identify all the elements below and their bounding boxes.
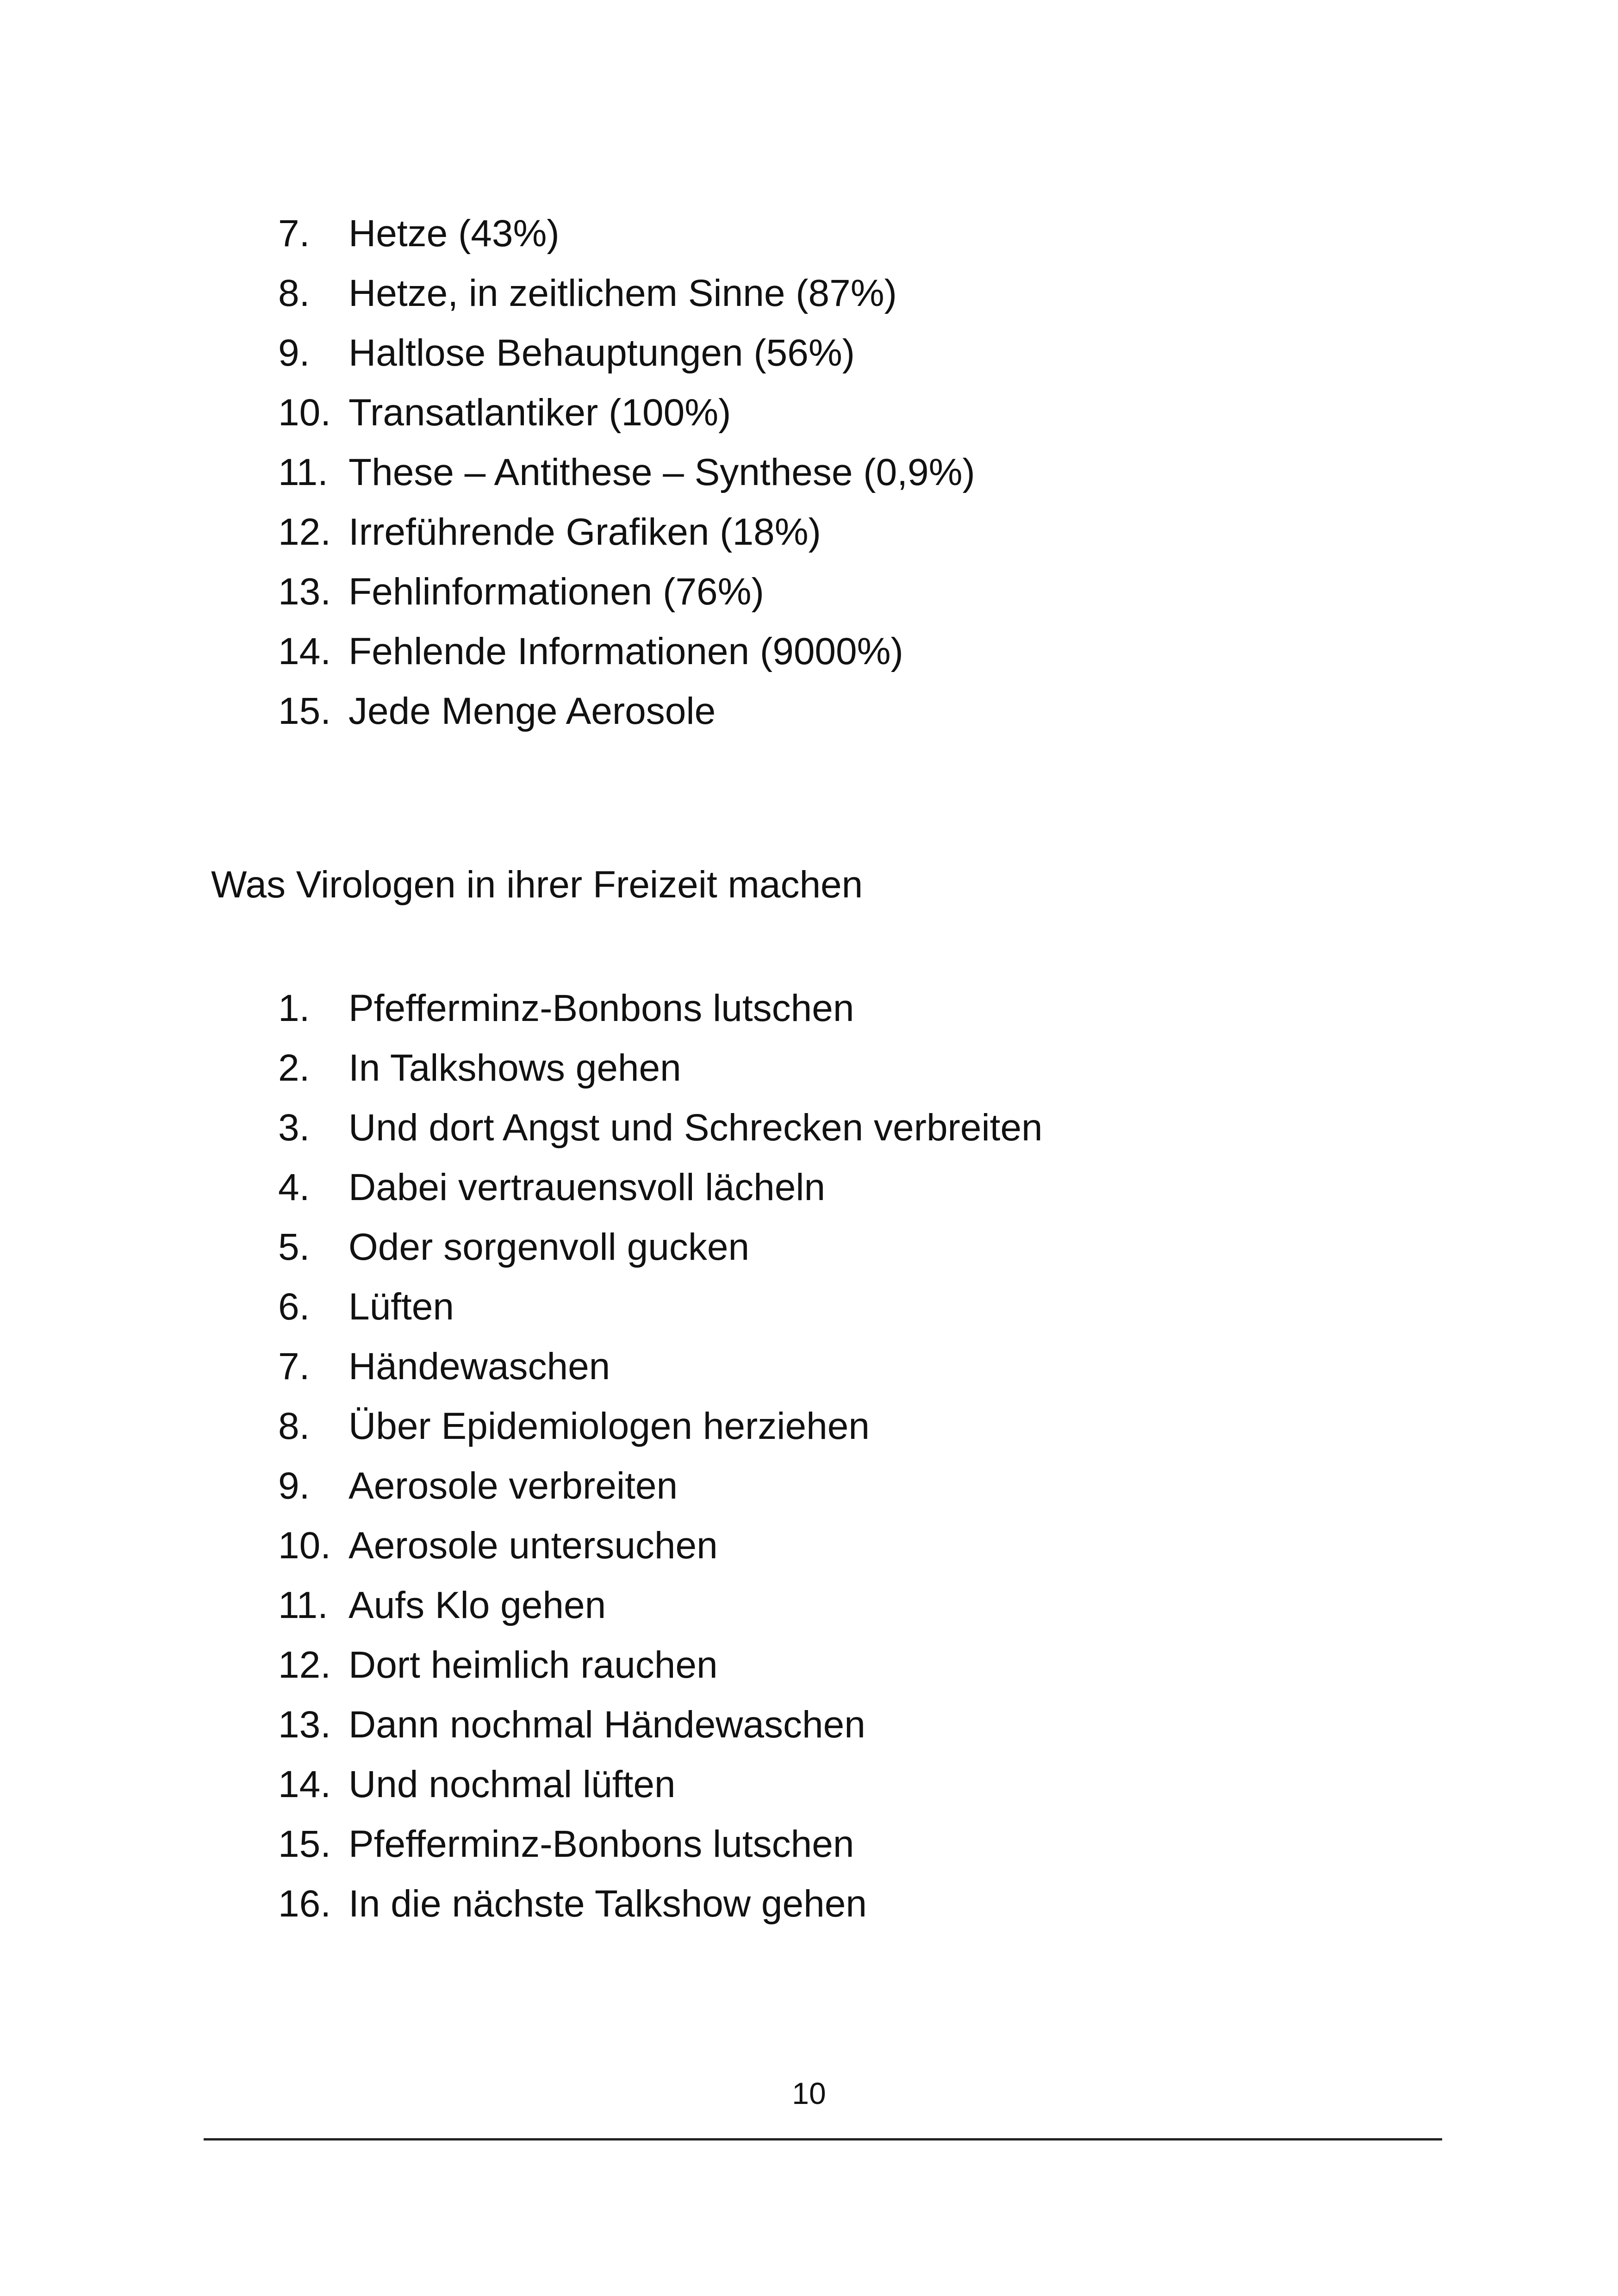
list-item-text: Jede Menge Aerosole [348,690,716,732]
list-item-number: 4. [278,1166,310,1208]
list-item-text: In Talkshows gehen [348,1047,681,1089]
list-item-number: 6. [278,1286,310,1328]
list-item-number: 13. [278,571,331,613]
list-item-number: 13. [278,1704,331,1746]
list-item-text: Händewaschen [348,1345,610,1388]
list-item-text: Oder sorgenvoll gucken [348,1226,750,1268]
list-item-number: 14. [278,1763,331,1805]
list-item-text: Aerosole untersuchen [348,1524,718,1567]
list-item-text: Pfefferminz-Bonbons lutschen [348,987,854,1029]
list-item-number: 10. [278,1524,331,1567]
list-item-number: 9. [278,1465,310,1507]
list-item-text: Transatlantiker (100%) [348,392,731,434]
list-item-text: Aufs Klo gehen [348,1584,606,1626]
list-item-number: 8. [278,1405,310,1447]
list-item-text: Dort heimlich rauchen [348,1644,718,1686]
list-item-text: Haltlose Behauptungen (56%) [348,332,855,374]
list-item-number: 8. [278,272,310,314]
page-number: 10 [792,2076,826,2110]
list-item-text: Hetze (43%) [348,212,560,255]
list-item-text: Fehlinformationen (76%) [348,571,764,613]
list-item-text: Pfefferminz-Bonbons lutschen [348,1823,854,1865]
list-item-text: Irreführende Grafiken (18%) [348,511,821,553]
list-item-number: 7. [278,1345,310,1388]
list-item-number: 12. [278,511,331,553]
list-item-text: These – Antithese – Synthese (0,9%) [348,451,975,493]
list-item-number: 5. [278,1226,310,1268]
list-item-text: Lüften [348,1286,454,1328]
list-item-text: Und nochmal lüften [348,1763,676,1805]
list-item-text: In die nächste Talkshow gehen [348,1883,867,1925]
list-item-text: Hetze, in zeitlichem Sinne (87%) [348,272,897,314]
list-item-number: 11. [278,1584,328,1626]
list-item-number: 16. [278,1883,331,1925]
list-item-number: 10. [278,392,331,434]
list-item-text: Über Epidemiologen herziehen [348,1405,870,1447]
list-item-number: 15. [278,690,331,732]
list-item-text: Fehlende Informationen (9000%) [348,630,903,672]
list-item-number: 12. [278,1644,331,1686]
list-item-number: 7. [278,212,310,255]
list-item-number: 1. [278,987,310,1029]
footer-divider [204,2138,1442,2140]
list-item-text: Dann nochmal Händewaschen [348,1704,865,1746]
list-item-number: 9. [278,332,310,374]
list-item-number: 15. [278,1823,331,1865]
list-item-number: 11. [278,451,328,493]
list-item-number: 14. [278,630,331,672]
list-item-text: Dabei vertrauensvoll lächeln [348,1166,826,1208]
list-item-number: 3. [278,1107,310,1149]
list-item-number: 2. [278,1047,310,1089]
section-heading: Was Virologen in ihrer Freizeit machen [211,864,863,906]
list-item-text: Und dort Angst und Schrecken verbreiten [348,1107,1043,1149]
list-item-text: Aerosole verbreiten [348,1465,678,1507]
